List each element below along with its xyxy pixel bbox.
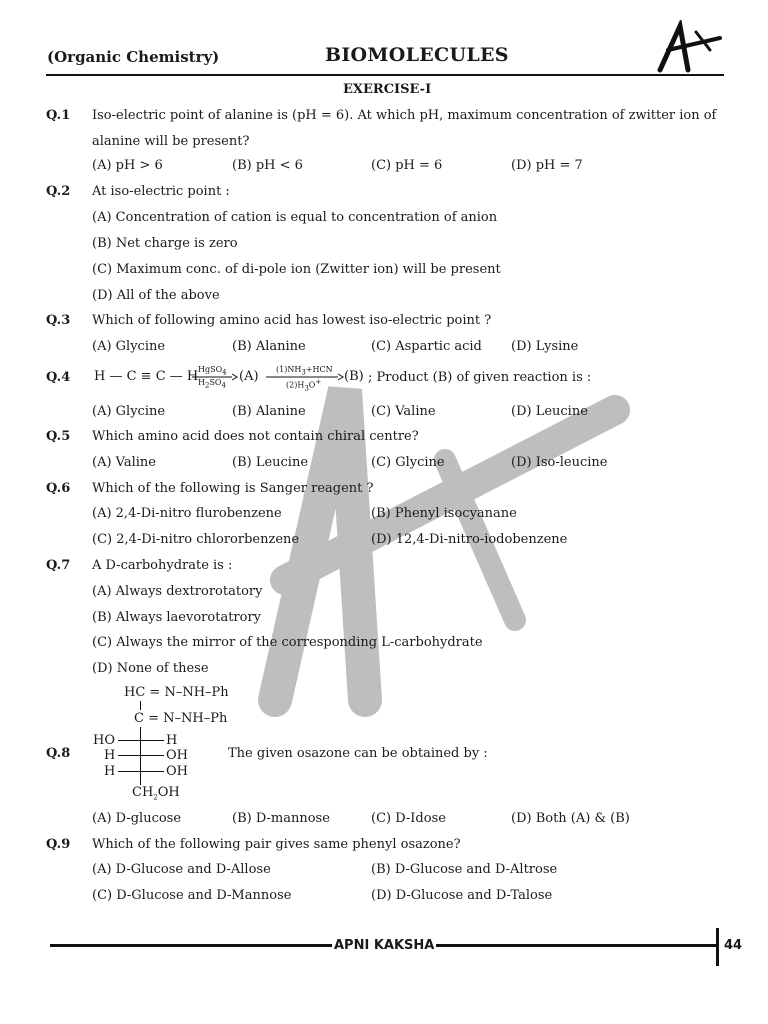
product-b: (B) [344, 369, 364, 384]
option-d: (D) D-Glucose and D-Talose [371, 888, 553, 903]
reagent-2-bottom: $(2)H_3O^+$ [286, 378, 322, 393]
subject-label: (Organic Chemistry) [47, 48, 220, 66]
option-c: (C) Valine [371, 404, 436, 419]
row5-left: H [104, 764, 116, 779]
option-d: (D) All of the above [92, 288, 220, 303]
option-a: (A) Glycine [92, 404, 166, 419]
option-d: (D) 12,4-Di-nitro-iodobenzene [371, 532, 568, 547]
question-number: Q.8 [46, 746, 71, 761]
row5-right: OH [166, 764, 188, 779]
option-a: (A) Glycine [92, 339, 166, 354]
osazone-row-2: C = N–NH–Ph [134, 711, 228, 726]
option-a: (A) Valine [92, 455, 156, 470]
option-a: (A) D-Glucose and D-Allose [92, 862, 271, 877]
bond-line [140, 777, 141, 785]
row3-left: HO [93, 733, 115, 748]
question-number: Q.1 [46, 108, 71, 123]
option-a: (A) D-glucose [92, 811, 182, 826]
question-text: The given osazone can be obtained by : [228, 746, 488, 761]
option-c: (C) Aspartic acid [371, 339, 482, 354]
question-text: Which of the following is Sanger reagent ? [92, 481, 374, 496]
option-b: (B) Alanine [232, 404, 306, 419]
option-d: (D) Leucine [511, 404, 588, 419]
option-c: (C) pH = 6 [371, 158, 443, 173]
footer-divider [716, 928, 719, 966]
option-c: (C) Maximum conc. of di-pole ion (Zwitter ion) will be present [92, 262, 501, 277]
option-b: (B) Alanine [232, 339, 306, 354]
page-title: BIOMOLECULES [325, 44, 509, 66]
option-d: (D) pH = 7 [511, 158, 583, 173]
footer-line-right [436, 944, 718, 947]
option-c: (C) D-Idose [371, 811, 446, 826]
option-b: (B) Phenyl isocyanane [371, 506, 517, 521]
exercise-heading: EXERCISE-I [343, 82, 432, 97]
option-a: (A) Concentration of cation is equal to concentration of anion [92, 210, 498, 225]
watermark-logo [215, 370, 635, 730]
option-c: (C) D-Glucose and D-Mannose [92, 888, 292, 903]
question-text: At iso-electric point : [92, 184, 230, 199]
option-b: (B) Leucine [232, 455, 309, 470]
bond-line [140, 701, 141, 710]
option-c: (C) Glycine [371, 455, 445, 470]
question-number: Q.9 [46, 837, 71, 852]
option-d: (D) None of these [92, 661, 209, 676]
question-text: Which of following amino acid has lowest iso-electric point ? [92, 313, 492, 328]
backbone-line [140, 727, 141, 777]
bond-line [118, 740, 164, 741]
option-a: (A) Always dextrorotatory [92, 584, 263, 599]
question-number: Q.3 [46, 313, 71, 328]
question-text: Which amino acid does not contain chiral centre? [92, 429, 419, 444]
question-text: ; Product (B) of given reaction is : [368, 370, 592, 385]
option-a: (A) 2,4-Di-nitro flurobenzene [92, 506, 282, 521]
question-text: Iso-electric point of alanine is (pH = 6). At which pH, maximum concentration of zwitter ion of [92, 108, 717, 123]
option-b: (B) Net charge is zero [92, 236, 238, 251]
question-text: alanine will be present? [92, 134, 250, 149]
option-c: (C) 2,4-Di-nitro chlororbenzene [92, 532, 300, 547]
question-number: Q.7 [46, 558, 71, 573]
bond-line [118, 755, 164, 756]
row3-right: H [166, 733, 178, 748]
option-d: (D) Iso-leucine [511, 455, 608, 470]
question-text: Which of the following pair gives same phenyl osazone? [92, 837, 461, 852]
option-d: (D) Both (A) & (B) [511, 811, 630, 826]
reagent-1-bottom: $H_2SO_4$ [198, 378, 226, 390]
intermediate-a: (A) [239, 369, 259, 384]
question-text: A D-carbohydrate is : [92, 558, 233, 573]
reagent-2-top: $(1)NH_3+HCN$ [276, 365, 333, 377]
reactant-formula: H — C ≡ C — H [94, 369, 199, 384]
question-number: Q.6 [46, 481, 71, 496]
option-a: (A) pH > 6 [92, 158, 163, 173]
footer-brand: APNI KAKSHA [334, 938, 435, 953]
option-b: (B) D-Glucose and D-Altrose [371, 862, 558, 877]
question-number: Q.4 [46, 370, 71, 385]
question-number: Q.5 [46, 429, 71, 444]
option-b: (B) Always laevorotatrory [92, 610, 262, 625]
bond-line [118, 771, 164, 772]
footer-line-left [50, 944, 332, 947]
option-b: (B) pH < 6 [232, 158, 303, 173]
option-c: (C) Always the mirror of the corresponding L-carbohydrate [92, 635, 483, 650]
row4-right: OH [166, 748, 188, 763]
header-divider [46, 74, 724, 76]
row4-left: H [104, 748, 116, 763]
option-b: (B) D-mannose [232, 811, 330, 826]
page-number: 44 [724, 938, 743, 953]
osazone-row-6: $CH_2OH$ [132, 785, 180, 802]
question-number: Q.2 [46, 184, 71, 199]
option-d: (D) Lysine [511, 339, 579, 354]
osazone-row-1: HC = N–NH–Ph [124, 685, 229, 700]
reagent-1-top: HgSO$_4$ [198, 365, 227, 377]
apni-kaksha-logo [652, 20, 724, 74]
